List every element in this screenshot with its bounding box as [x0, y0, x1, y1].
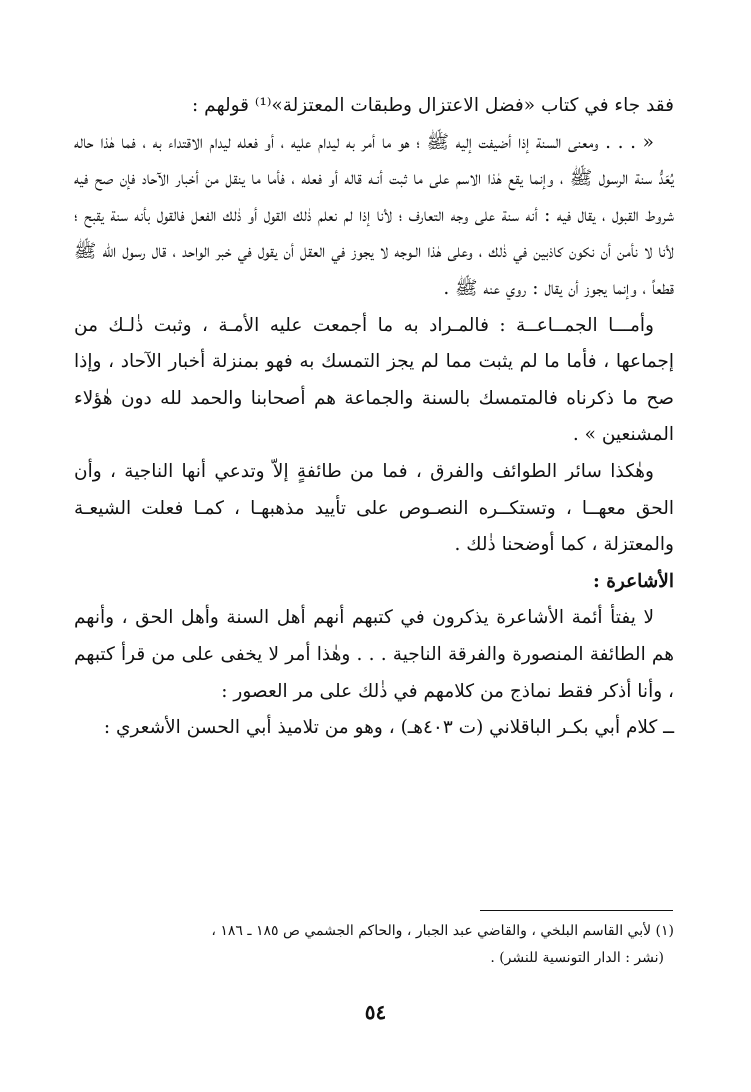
footnotes — [74, 918, 674, 972]
section-heading-ashaira: الأشاعرة : — [592, 570, 674, 592]
footnote-1: (١) لأبي القاسم البلخي ، والقاضي عبد الجبار ، والحاكم الجشمي ص ١٨٥ ـ ١٨٦ ، — [211, 923, 674, 939]
intro-paragraph: فقد جاء في كتاب «فضل الاعتزال وطبقات المعتزلة»⁽¹⁾ قولهم : — [192, 95, 674, 116]
footnote-1-continuation: (نشر : الدار التونسية للنشر) . — [490, 950, 664, 966]
ashaira-paragraph: لا يفتأ أئمة الأشاعرة يذكرون في كتبهم أنهم أهل السنة وأهل الحق ، وأنهم هم الطائفة المنصورة والفرقة الناجية . . . وهٰذا أمر لا يخفى على من قرأ كتبهم ، وأنا أذكر فقط نماذج من كلامهم في ذٰلك على مر العصور : — [74, 607, 674, 702]
quote-paragraph-jamaah: وأمـــا الجمــاعــة : فالمـراد به ما أجمعت عليه الأمـة ، وثبت ذٰلـك من إجماعها ، فأما ما لم يثبت مما لم يجز التمسك به فهو بمنزلة أخبار الآحاد ، وإذا صح ما ذكرناه فالمتمسك بالسنة والجماعة هم أصحابنا والحمد لله دون هٰؤلاء المشنعين » . — [74, 314, 674, 446]
footnote-divider — [480, 910, 673, 911]
page-number: ٥٤ — [364, 1000, 387, 1024]
main-text — [74, 88, 674, 747]
sects-paragraph: وهٰكذا سائر الطوائف والفرق ، فما من طائفةٍ إلاّ وتدعي أنها الناجية ، وأن الحق معهــا ، وتستكــره النصـوص على تأييد مذهبهـا ، كمـا فعلت الشيعـة والمعتزلة ، كما أوضحنا ذٰلك . — [74, 460, 674, 556]
baqillani-paragraph: ــ كلام أبي بكـر الباقلاني (ت ٤٠٣هـ) ، وهو من تلاميذ أبي الحسن الأشعري : — [103, 717, 674, 739]
quote-paragraph-sunnah: « . . . ومعنى السنة إذا أضيفت إليه ﷺ ؛ هو ما أمر به ليدام عليه ، أو فعله ليدام الاقتداء به ، فما هٰذا حاله يُعَدُّ سنة الرسول ﷺ ، وإنما يقع هٰذا الاسم على ما ثبت أنـه قاله أو فعله ، فأما ما ينقل من أخبار الآحاد فإن صح فيه شروط القبول ، يقال فيه : أنه سنة على وجه التعارف ؛ لأنا إذا لم نعلم ذٰلك القول أو ذٰلك الفعل فالقول بأنه سنة يقبح ؛ لأنا لا نأمن أن نكون كاذبين في ذٰلك ، وعلى هٰذا الـوجه لا يجوز في العقل أن يقول في خبر الواحد ، قال رسول الله ﷺ قطعاً ، وإنما يجوز أن يقال : روي عنه ﷺ . — [74, 131, 674, 299]
